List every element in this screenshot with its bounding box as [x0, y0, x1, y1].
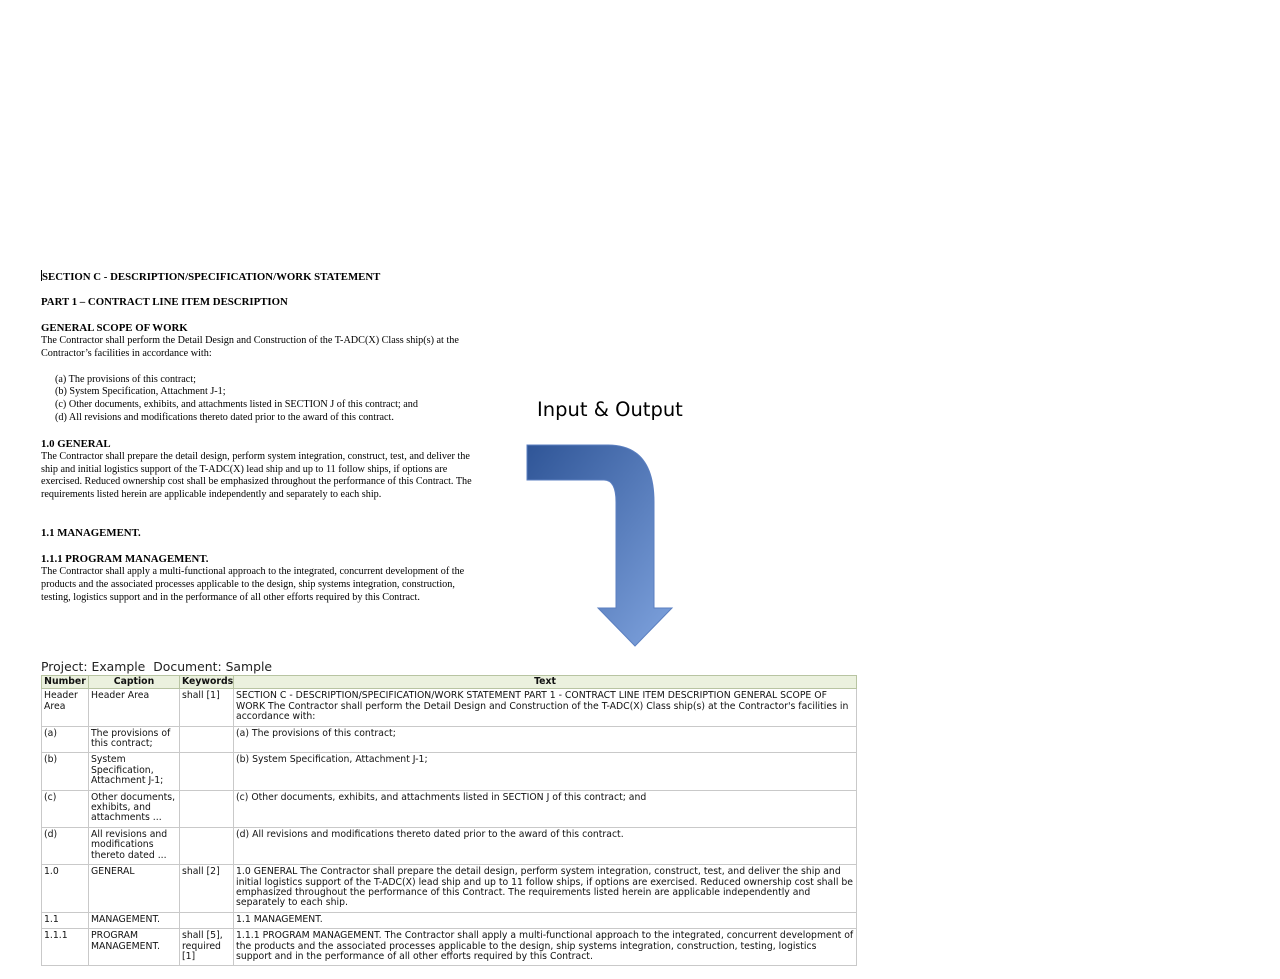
general-heading: 1.0 GENERAL: [41, 437, 111, 450]
table-header-row: [42, 676, 857, 689]
cell-caption: MANAGEMENT.: [89, 912, 180, 928]
project-info: [41, 659, 272, 674]
header-text: Text: [234, 676, 857, 689]
table-row: [42, 865, 857, 913]
requirements-table: [41, 675, 857, 966]
input-output-label: Input & Output: [537, 398, 683, 421]
cell-number: 1.1.1: [42, 929, 89, 966]
cell-keywords: shall [2]: [180, 865, 234, 913]
cell-number: (b): [42, 753, 89, 790]
scope-heading: GENERAL SCOPE OF WORK: [41, 322, 188, 334]
cell-keywords: [180, 912, 234, 928]
cell-number: (c): [42, 790, 89, 827]
cell-caption: PROGRAM MANAGEMENT.: [89, 929, 180, 966]
list-item: (d) All revisions and modifications thereto dated prior to the award of this contract.: [55, 411, 394, 423]
cell-text: 1.0 GENERAL The Contractor shall prepare the detail design, perform system integration, construct, test, and deliver the ship and initial logistics support of the T-ADC(X) lead ship and up to 11 follow ships, if options are exercised. Reduced ownership cost shall be emphasized throughout the performance of this Contract. The requirements listed herein are applicable independently and separately to each ship.: [234, 865, 857, 913]
cell-text: 1.1 MANAGEMENT.: [234, 912, 857, 928]
cell-text: (c) Other documents, exhibits, and attachments listed in SECTION J of this contract; and: [234, 790, 857, 827]
cell-text: SECTION C - DESCRIPTION/SPECIFICATION/WORK STATEMENT PART 1 - CONTRACT LINE ITEM DESCRIPTION GENERAL SCOPE OF WORK The Contractor shall perform the Detail Design and Construction of the T-ADC(X) Class ship(s) at the Contractor's facilities in accordance with:: [234, 689, 857, 726]
list-item: (a) The provisions of this contract;: [55, 373, 196, 385]
table-row: [42, 753, 857, 790]
document-label: Document: Sample: [153, 659, 273, 674]
cell-caption: All revisions and modifications thereto dated ...: [89, 827, 180, 864]
table-row: [42, 726, 857, 753]
program-heading: 1.1.1 PROGRAM MANAGEMENT.: [41, 552, 209, 565]
cell-number: 1.1: [42, 912, 89, 928]
header-number: Number: [42, 676, 89, 689]
cell-text: 1.1.1 PROGRAM MANAGEMENT. The Contractor shall apply a multi-functional approach to the integrated, concurrent development of the products and the associated processes applicable to the design, ship systems integration, construction, testing, logistics support and in the performance of all other efforts required by this Contract.: [234, 929, 857, 966]
table-row: [42, 689, 857, 726]
part-title: PART 1 – CONTRACT LINE ITEM DESCRIPTION: [41, 296, 288, 308]
cell-text: (d) All revisions and modifications thereto dated prior to the award of this contract.: [234, 827, 857, 864]
cell-text: (b) System Specification, Attachment J-1;: [234, 753, 857, 790]
cell-caption: Other documents, exhibits, and attachments ...: [89, 790, 180, 827]
cell-number: (d): [42, 827, 89, 864]
cell-caption: System Specification, Attachment J-1;: [89, 753, 180, 790]
cell-number: Header Area: [42, 689, 89, 726]
scope-text: The Contractor shall perform the Detail Design and Construction of the T-ADC(X) Class ship(s) at the Contractor’s facilities in accordance with:: [41, 335, 459, 359]
general-text: The Contractor shall prepare the detail design, perform system integration, construct, test, and deliver the ship and initial logistics support of the T-ADC(X) lead ship and up to 11 follow ships, if options are exercised. Reduced ownership cost shall be emphasized throughout the performance of this Contract. The requirements listed herein are applicable independently and separately to each ship.: [41, 450, 472, 501]
table-row: [42, 790, 857, 827]
provisions-list: [41, 374, 486, 425]
list-item: (c) Other documents, exhibits, and attachments listed in SECTION J of this contract; and: [55, 399, 418, 411]
management-heading: 1.1 MANAGEMENT.: [41, 526, 141, 539]
cell-caption: GENERAL: [89, 865, 180, 913]
cell-number: 1.0: [42, 865, 89, 913]
cell-keywords: [180, 790, 234, 827]
cell-keywords: shall [5], required [1]: [180, 929, 234, 966]
header-keywords: Keywords: [180, 676, 234, 689]
list-item: (b) System Specification, Attachment J-1;: [55, 386, 226, 398]
table-row: [42, 929, 857, 966]
curved-down-arrow-icon: [520, 438, 680, 653]
table-row: [42, 827, 857, 864]
cell-keywords: [180, 827, 234, 864]
cell-number: (a): [42, 726, 89, 753]
cell-keywords: shall [1]: [180, 689, 234, 726]
cell-text: (a) The provisions of this contract;: [234, 726, 857, 753]
cell-keywords: [180, 726, 234, 753]
cell-caption: The provisions of this contract;: [89, 726, 180, 753]
source-document: [41, 270, 486, 604]
header-caption: Caption: [89, 676, 180, 689]
cell-caption: Header Area: [89, 689, 180, 726]
section-title: SECTION C - DESCRIPTION/SPECIFICATION/WORK STATEMENT: [42, 271, 381, 283]
project-label: Project: Example: [41, 659, 146, 674]
table-row: [42, 912, 857, 928]
cell-keywords: [180, 753, 234, 790]
program-text: The Contractor shall apply a multi-functional approach to the integrated, concurrent development of the products and the associated processes applicable to the design, ship systems integration, construction, testing, logistics support and in the performance of all other efforts required by this Contract.: [41, 565, 465, 603]
